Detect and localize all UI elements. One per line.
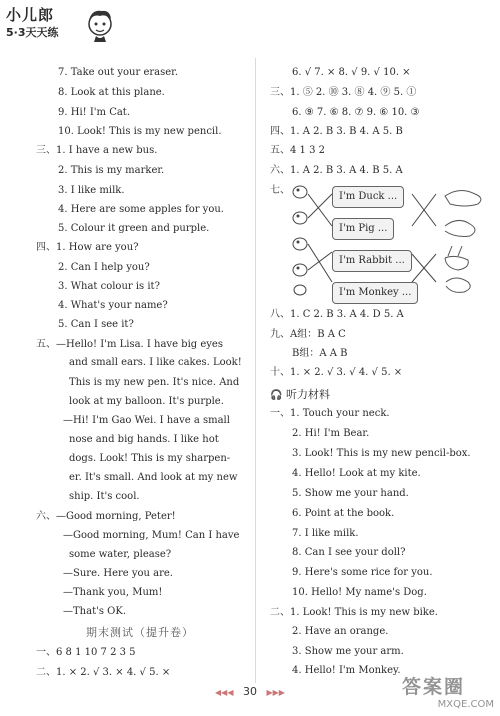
answer-line: 3. I like milk. — [58, 185, 125, 196]
answer-line: look at my balloon. It's purple. — [69, 396, 224, 407]
answer-line: 6. ⑨ 7. ⑥ 8. ⑦ 9. ⑥ 10. ③ — [292, 107, 420, 118]
match-box-duck: I'm Duck ... — [332, 186, 404, 208]
answer-line: 3. What colour is it? — [58, 281, 160, 292]
answer-line: 7. Take out your eraser. — [58, 67, 179, 78]
answer-line: 4. Hello! Look at my kite. — [292, 468, 421, 479]
answer-line: 2. Hi! I'm Bear. — [292, 428, 370, 439]
page-number: 30 — [243, 685, 257, 698]
answer-line: —Sure. Here you are. — [63, 568, 173, 579]
answer-line: 4. Hello! I'm Monkey. — [292, 665, 401, 676]
brand-logo — [6, 4, 118, 42]
answer-line: 七、 — [270, 185, 290, 196]
answer-line: 二、1. Look! This is my new bike. — [270, 607, 438, 618]
watermark-url: MXQE.COM — [437, 699, 494, 710]
answer-line: 六、—Good morning, Peter! — [36, 511, 176, 522]
answer-line: 5. Can I see it? — [58, 319, 134, 330]
answer-line: 三、1. ⑤ 2. ⑩ 3. ⑧ 4. ⑨ 5. ① — [270, 87, 417, 98]
answer-line: 九、A组：B A C — [270, 329, 346, 340]
answer-line: 2. This is my marker. — [58, 165, 165, 176]
listening-title: 听力材料 — [285, 388, 330, 401]
answer-line: 7. I like milk. — [292, 528, 359, 539]
answer-line: some water, please? — [69, 549, 172, 560]
answer-line: 五、4 1 3 2 — [270, 145, 325, 156]
column-divider — [255, 58, 256, 683]
answer-line: —That's OK. — [63, 606, 126, 617]
answer-line: 3. Look! This is my new pencil-box. — [292, 448, 471, 459]
listening-section — [270, 386, 330, 402]
answer-line: 六、1. A 2. B 3. A 4. B 5. A — [270, 165, 403, 176]
brand-name: 小儿郎 — [6, 6, 55, 24]
answer-line: 八、1. C 2. B 3. A 4. D 5. A — [270, 309, 404, 320]
answer-line: 四、1. How are you? — [36, 242, 139, 253]
answer-line: 三、1. I have a new bus. — [36, 145, 158, 156]
match-box-monkey: I'm Monkey ... — [332, 282, 418, 304]
answer-line: B组：A A B — [292, 348, 348, 359]
answer-line: 9. Here's some rice for you. — [292, 567, 433, 578]
answer-line: 10. Hello! My name's Dog. — [292, 587, 427, 598]
answer-line: dogs. Look! This is my sharpen- — [69, 453, 231, 464]
answer-line: 4. Here are some apples for you. — [58, 204, 224, 215]
headphone-icon: 🎧 — [270, 390, 283, 401]
answer-line: 4. What's your name? — [58, 300, 168, 311]
answer-line: 五、—Hello! I'm Lisa. I have big eyes — [36, 339, 223, 350]
watermark-text: 答案圈 — [402, 676, 466, 698]
answer-line: —Good morning, Mum! Can I have — [63, 530, 240, 541]
answer-line: 8. Look at this plane. — [58, 87, 165, 98]
answer-line: 四、1. A 2. B 3. B 4. A 5. B — [270, 126, 403, 137]
answer-line: ship. It's cool. — [69, 491, 140, 502]
test-section-title: 期末测试（提升卷） — [86, 626, 194, 639]
answer-line: 2. Can I help you? — [58, 262, 150, 273]
answer-line: 3. Show me your arm. — [292, 646, 404, 657]
animal-outlines-icon — [440, 186, 490, 296]
match-box-pig: I'm Pig ... — [332, 218, 394, 240]
answer-line: —Hi! I'm Gao Wei. I have a small — [63, 415, 230, 426]
answer-line: and small ears. I like cakes. Look! — [69, 357, 242, 368]
match-box-rabbit: I'm Rabbit ... — [332, 250, 412, 272]
answer-line: 二、1. × 2. √ 3. × 4. √ 5. × — [36, 667, 171, 678]
left-arrows-icon: ◀◀◀ — [215, 688, 234, 697]
watermark-logo — [402, 672, 494, 712]
answer-line: This is my new pen. It's nice. And — [69, 377, 240, 388]
answer-line: 一、6 8 1 10 7 2 3 5 — [36, 647, 136, 658]
answer-line: 2. Have an orange. — [292, 626, 389, 637]
answer-line: 10. Look! This is my new pencil. — [58, 126, 222, 137]
answer-line: 9. Hi! I'm Cat. — [58, 107, 131, 118]
answer-line: 8. Can I see your doll? — [292, 547, 406, 558]
brand-subtitle: 5·3天天练 — [6, 26, 59, 39]
right-arrows-icon: ▶▶▶ — [266, 688, 285, 697]
answer-line: 一、1. Touch your neck. — [270, 408, 390, 419]
answer-line: 5. Colour it green and purple. — [58, 223, 210, 234]
answer-line: 十、1. × 2. √ 3. √ 4. √ 5. × — [270, 367, 403, 378]
answer-line: 5. Show me your hand. — [292, 488, 409, 499]
answer-line: nose and big hands. I like hot — [69, 434, 219, 445]
mascot-boy-icon — [84, 6, 116, 42]
answer-line: er. It's small. And look at my new — [69, 472, 238, 483]
answer-line: —Thank you, Mum! — [63, 587, 163, 598]
answer-line: 6. Point at the book. — [292, 508, 395, 519]
answer-line: 6. √ 7. × 8. √ 9. √ 10. × — [292, 67, 411, 78]
